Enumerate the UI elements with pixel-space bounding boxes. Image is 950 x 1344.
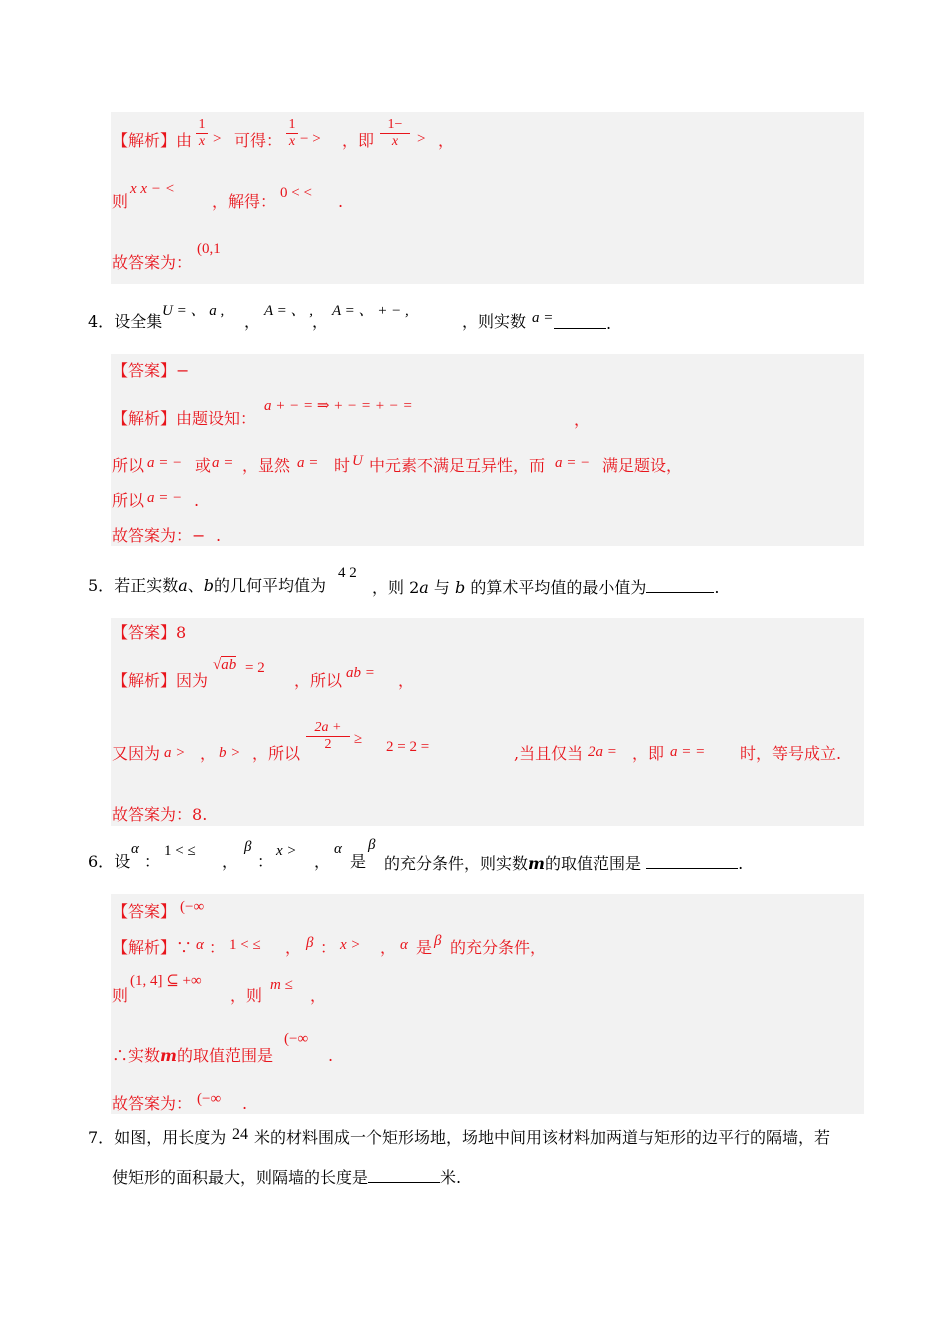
q4-final-period: . [216,526,222,545]
q3-f3-tail: > [417,131,426,147]
q4-a-eq3: a = [297,455,319,471]
q6-alpha2: α [334,841,342,857]
answer-value: − [176,361,190,380]
question-number: 5． [88,576,115,595]
q6-therefore-line [112,1046,273,1066]
q5-question [88,576,326,596]
analysis-label: 【解析】 [112,938,177,957]
q6-comma2: ， [314,852,331,871]
q6-comma: ， [222,852,239,871]
q3-solve: ，解得： [212,192,277,211]
q6-then2: ，则 [230,986,263,1005]
q6-a-beta2: β [434,933,442,949]
q6-m2: x > [276,843,297,859]
q4-period2: . [194,491,200,510]
q5-ab-eq: ab = [346,665,375,681]
q6-a-alpha2: α [400,937,408,953]
question-number: 6． [88,852,115,871]
q3-f1-num: 1 [196,117,208,134]
q5-rest-math: 2 = 2 = [386,739,430,755]
q5-frac [306,720,350,753]
q3-expr2: 0 < < [280,185,312,201]
q6-text2: 的取值范围是 [544,854,641,873]
q6-a-m1: 1 < ≤ [229,937,261,953]
q7-text3: 使矩形的面积最大，则隔墙的长度是 [112,1168,369,1187]
q3-fraction-2 [286,117,298,150]
q6-final-line [112,1094,192,1114]
q5-var-a: a [178,576,188,595]
q5-frac-num: 2a + [306,720,350,737]
q4-analysis-comma: ， [574,410,591,429]
q4-text2: ，则实数 [462,312,527,331]
q4-a-neg: a = − [147,455,183,471]
q5-so: ，所以 [294,671,343,690]
final-value: − [192,526,206,545]
q3-answer-line [112,253,192,273]
q6-a-beta: β [306,935,314,951]
q3-f3-num: 1− [380,117,410,134]
q6-subset: (1, 4] ⊆ +∞ [130,973,202,989]
q3-fraction-3 [380,117,410,150]
q5-sqrt-eq: = 2 [245,660,265,676]
q4-a-eq2: a = [212,455,234,471]
q4-when: 时 [334,456,351,475]
q4-a-eq: a = [532,310,554,326]
q6-then: 则 [112,986,129,1005]
q3-analysis-line1 [112,131,192,151]
q5-iff: ,当且仅当 [514,744,584,763]
q3-by: 由 [176,131,193,150]
q7-text4: 米. [440,1168,462,1187]
analysis-label: 【解析】 [112,671,177,690]
q5-eq-holds: 时，等号成立. [740,744,842,763]
q5-comma: ， [398,671,415,690]
q5-so2: ，所以 [252,744,301,763]
q6-answer-value: (−∞ [180,899,205,915]
q6-range-text: 的取值范围是 [176,1046,273,1065]
q4-final-line [112,526,205,546]
q4-complement-a: A = 、 + − , [332,303,409,319]
q5-sep: 、 [187,576,204,595]
q5-also-because: 又因为 [112,744,161,763]
q3-comma2: ， [438,131,455,150]
q3-answer-value: (0,1 [197,241,221,257]
q5-text5: 的算术平均值的最小值为 [465,578,647,597]
answer-blank[interactable] [368,1166,440,1183]
q4-answer-line [112,361,189,381]
q6-analysis-box [111,894,864,1114]
q3-f2-tail: − > [300,131,321,147]
q4-set-a: A = 、 , [264,303,314,319]
q5-text4: 与 [428,578,456,597]
q4-period: . [606,314,612,333]
q5-sqrt-ab: √ab [213,657,237,673]
q4-a-neg3: a = − [147,490,183,506]
q7-question [88,1128,226,1148]
q4-so: 所以 [112,456,145,475]
answer-label: 【答案】 [112,902,177,921]
q3-expr1: x x − < [130,181,175,197]
q6-a-alpha: α [196,937,204,953]
q5-b-gt: b > [219,745,241,761]
q6-question [88,852,130,872]
analysis-label: 【解析】 [112,409,177,428]
q4-set-u: U = 、 a , [162,303,225,319]
q6-beta2: β [368,837,376,853]
q7-line2 [112,1166,461,1188]
q6-beta: β [244,839,252,855]
q5-analysis-box [111,618,864,826]
q6-a-comma: ， [285,938,302,957]
q3-gt0: > [213,131,222,147]
q6-m-le: m ≤ [270,977,293,993]
q3-f2-den: x [288,134,296,149]
q5-text1: 若正实数 [114,576,179,595]
q7-length: 24 [232,1126,248,1143]
q5-period: . [714,578,720,597]
q3-fraction-1 [196,117,208,150]
q5-a-gt: a > [164,745,186,761]
q4-question [88,312,162,332]
final-value: 8. [192,805,208,824]
answer-label: 【答案】 [112,361,177,380]
q6-period2: . [328,1046,334,1065]
q3-can-get: 可得： [234,131,283,150]
answer-blank[interactable] [646,852,738,869]
q4-satisfies: 满足题设， [602,456,683,475]
q5-geq: ≥ [354,731,363,747]
analysis-label: 【解析】 [112,131,177,150]
q6-a-colon2: ： [320,938,337,957]
question-number: 7． [88,1128,115,1147]
q6-range-value: (−∞ [284,1031,309,1047]
q5-var-a2: a [419,578,429,597]
q4-not-distinct: 中元素不满足互异性，而 [369,456,546,475]
q3-f2-num: 1 [286,117,298,134]
q4-analysis-box [111,354,864,546]
q3-f1-den: x [198,134,206,149]
q6-colon: ： [144,852,161,871]
q5-var-b2: b [455,578,466,597]
answer-blank[interactable] [554,312,606,329]
q4-set-u-ref: U [352,453,363,469]
q6-final-value: (−∞ [197,1091,222,1107]
q4-comma: ， [244,312,261,331]
final-label: 故答案为： [112,526,193,545]
q5-because: 因为 [176,671,209,690]
q6-therefore: ∴实数 [112,1046,161,1065]
q6-colon2: ： [257,852,274,871]
answer-blank[interactable] [646,576,714,593]
q5-2a-eq: 2a = [588,744,617,760]
q4-obviously: ，显然 [242,456,291,475]
q6-answer-line [112,902,176,922]
final-label: 故答案为： [112,1094,193,1113]
q6-a-comma2: ， [380,938,397,957]
q4-blank-line [554,312,611,334]
q5-rest [372,576,719,598]
q5-sqrt-radicand: ab [221,657,237,673]
q4-analysis-math: a + − = ⇒ + − = + − = [264,398,413,414]
q6-a-text: 的充分条件， [450,938,547,957]
question-number: 4． [88,312,115,331]
analysis-text: 由题设知： [176,409,257,428]
q6-analysis-line [112,938,192,958]
q3-i-e: ，即 [342,131,375,150]
q5-answer-line [112,623,186,643]
answer-label: 【答案】 [112,623,177,642]
q5-geo-mean: 4 2 [338,565,357,581]
q5-ie: ，即 [632,744,665,763]
q6-a-m2: x > [340,937,361,953]
q5-text2: 的几何平均值为 [214,576,327,595]
q6-m1: 1 < ≤ [164,843,196,859]
q4-a-neg2: a = − [555,455,591,471]
answer-value: 8 [176,623,187,642]
q3-f3-den: x [391,134,399,149]
q7-text1: 如图，用长度为 [114,1128,227,1147]
q6-comma3: ， [310,986,327,1005]
q5-text3: ，则 2 [372,578,420,597]
q4-so2: 所以 [112,491,145,510]
q6-final-period: . [242,1094,248,1113]
q6-var-m3: m [160,1046,177,1065]
q6-a-is: 是 [416,938,433,957]
final-label: 故答案为： [112,805,193,824]
q6-period: . [738,854,744,873]
q5-var-b: b [203,576,215,595]
q6-alpha: α [131,841,139,857]
q6-because: ∵ [176,938,193,957]
q5-a-eq: a = = [670,744,706,760]
q4-so2-line [112,491,144,511]
q4-or: 或 [195,456,212,475]
q6-let: 设 [114,852,131,871]
q7-text2: 米的材料围成一个矩形场地，场地中间用该材料加两道与矩形的边平行的隔墙，若 [254,1128,831,1147]
q6-a-colon: ： [209,938,226,957]
q5-frac-den: 2 [324,737,332,752]
q4-analysis-line [112,409,256,429]
q3-period: . [338,192,344,211]
q4-comma-b: ， [312,312,329,331]
q5-analysis-line [112,671,208,691]
q6-text [384,852,743,874]
q6-text1: 的充分条件，则实数 [384,854,529,873]
q6-is: 是 [350,852,367,871]
q4-so-line [112,456,144,476]
q5-final-line [112,805,207,825]
q6-var-m: m [528,854,545,873]
answer-label: 故答案为： [112,253,193,272]
q3-then: 则 [112,192,129,211]
q5-comma2: ， [200,744,217,763]
q4-text1: 设全集 [114,312,163,331]
